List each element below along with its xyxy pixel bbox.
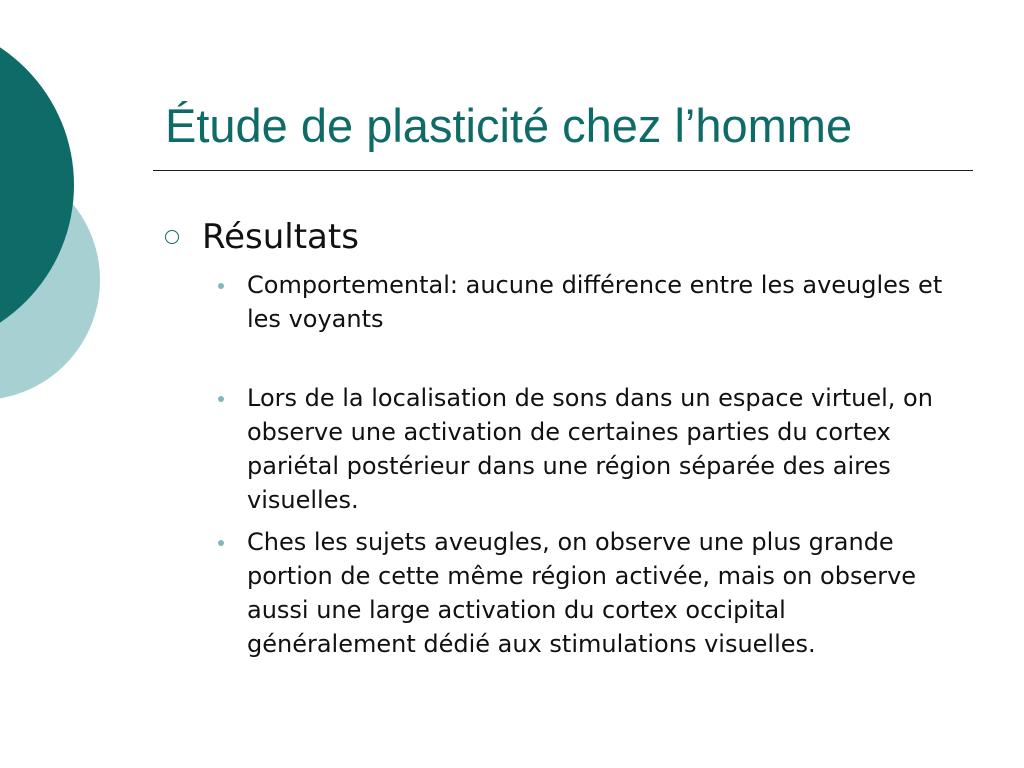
- title-divider: [153, 170, 973, 171]
- slide-content: [165, 212, 955, 661]
- section-heading-row: [165, 212, 955, 262]
- bullet-list: [165, 268, 955, 661]
- bullet-dot-icon: [218, 283, 224, 289]
- section-heading: Résultats: [202, 217, 359, 257]
- bullet-dot-icon: [218, 396, 224, 402]
- list-item: [165, 381, 955, 517]
- bullet-text: Comportemental: aucune différence entre les aveugles et les voyants: [247, 271, 943, 333]
- bullet-text: Lors de la localisation de sons dans un espace virtuel, on observe une activation de certaines parties du cortex pariétal postérieur dans une région séparée des aires visuelles.: [247, 384, 933, 514]
- bullet-dot-icon: [218, 540, 224, 546]
- slide-title: Étude de plasticité chez l’homme: [165, 99, 853, 152]
- hollow-circle-icon: [165, 230, 179, 244]
- list-item: [165, 268, 955, 336]
- bullet-text: Ches les sujets aveugles, on observe une plus grande portion de cette même région activée, mais on observe aussi une large activation du cortex occipital généralement dédié aux stimulations visuelles.: [247, 528, 917, 658]
- list-item: [165, 525, 955, 661]
